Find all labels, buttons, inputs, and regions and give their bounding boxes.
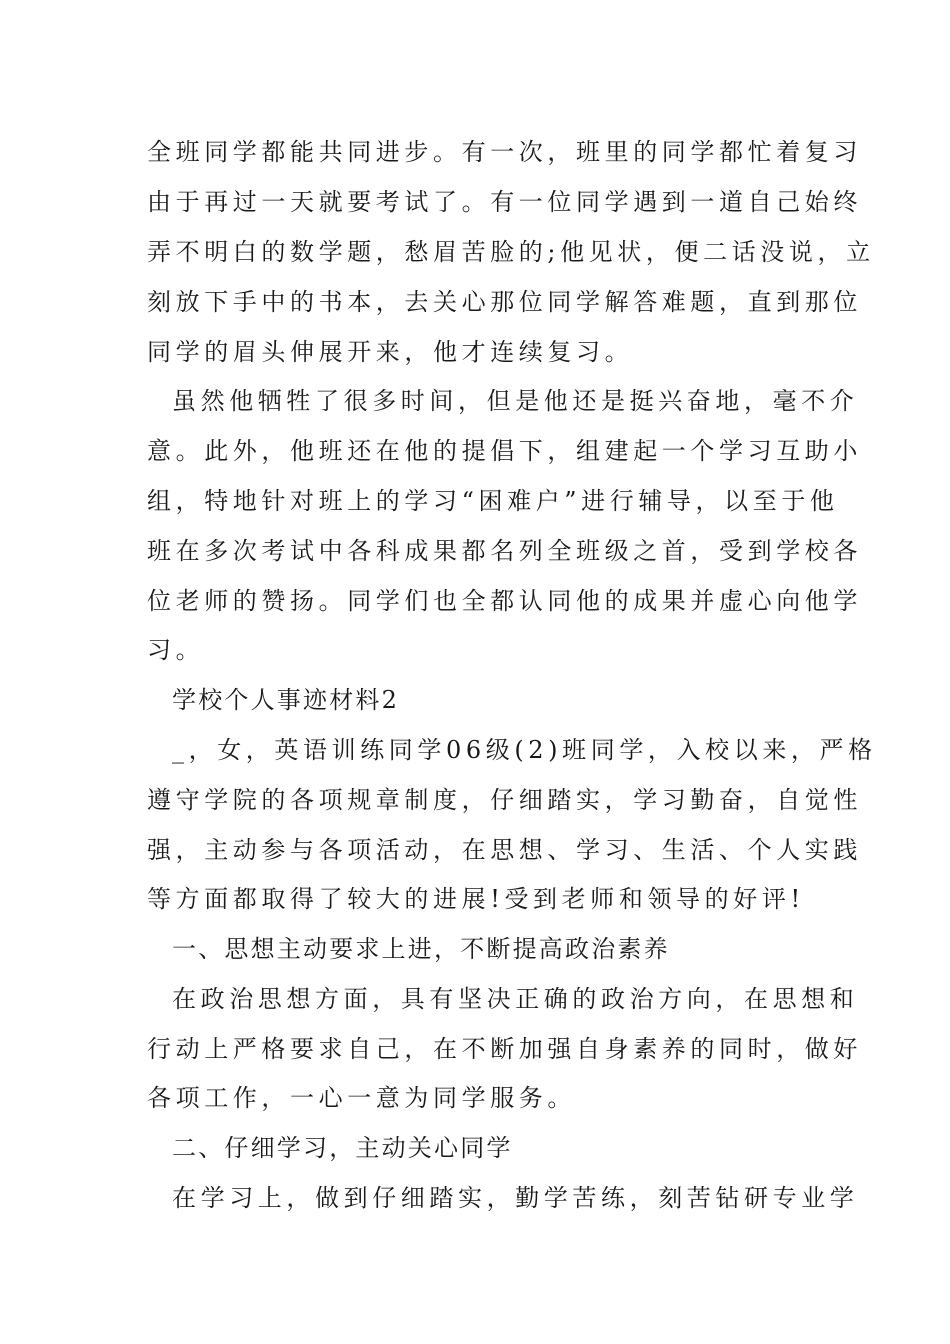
paragraph-first-line: 虽然他牺牲了很多时间，但是他还是挺兴奋地，毫不介 bbox=[172, 387, 859, 415]
body-text-line: 刻放下手中的书本，去关心那位同学解答难题，直到那位 bbox=[147, 288, 862, 316]
body-text-line: 习。 bbox=[147, 636, 205, 664]
body-text-line: 组，特地针对班上的学习“困难户”进行辅导，以至于他 bbox=[147, 487, 839, 515]
body-text-line: 由于再过一天就要考试了。有一位同学遇到一道自己始终 bbox=[147, 188, 862, 216]
body-text-line: 行动上严格要求自己，在不断加强自身素养的同时，做好 bbox=[147, 1035, 862, 1063]
subsection-heading: 一、思想主动要求上进，不断提高政治素养 bbox=[172, 935, 670, 963]
body-text-line: 意。此外，他班还在他的提倡下，组建起一个学习互助小 bbox=[147, 437, 862, 465]
body-text-line: 等方面都取得了较大的进展!受到老师和领导的好评! bbox=[147, 885, 805, 913]
body-text-line: 强，主动参与各项活动，在思想、学习、生活、个人实践 bbox=[147, 836, 862, 864]
section-title: 学校个人事迹材料2 bbox=[172, 686, 400, 714]
body-text-line: 全班同学都能共同进步。有一次，班里的同学都忙着复习 bbox=[147, 138, 862, 166]
paragraph-first-line: _，女，英语训练同学06级(2)班同学，入校以来，严格 bbox=[172, 736, 877, 764]
body-text-line: 弄不明白的数学题，愁眉苦脸的;他见状，便二话没说，立 bbox=[147, 238, 875, 266]
body-text-line: 同学的眉头伸展开来，他才连续复习。 bbox=[147, 338, 634, 366]
body-text-line: 班在多次考试中各科成果都名列全班级之首，受到学校各 bbox=[147, 537, 862, 565]
paragraph-first-line: 在政治思想方面，具有坚决正确的政治方向，在思想和 bbox=[172, 985, 859, 1013]
body-text-line: 位老师的赞扬。同学们也全都认同他的成果并虚心向他学 bbox=[147, 587, 862, 615]
paragraph-first-line: 在学习上，做到仔细踏实，勤学苦练，刻苦钻研专业学 bbox=[172, 1184, 859, 1212]
body-text-line: 各项工作，一心一意为同学服务。 bbox=[147, 1084, 576, 1112]
subsection-heading: 二、仔细学习，主动关心同学 bbox=[172, 1134, 513, 1162]
body-text-line: 遵守学院的各项规章制度，仔细踏实，学习勤奋，自觉性 bbox=[147, 786, 862, 814]
